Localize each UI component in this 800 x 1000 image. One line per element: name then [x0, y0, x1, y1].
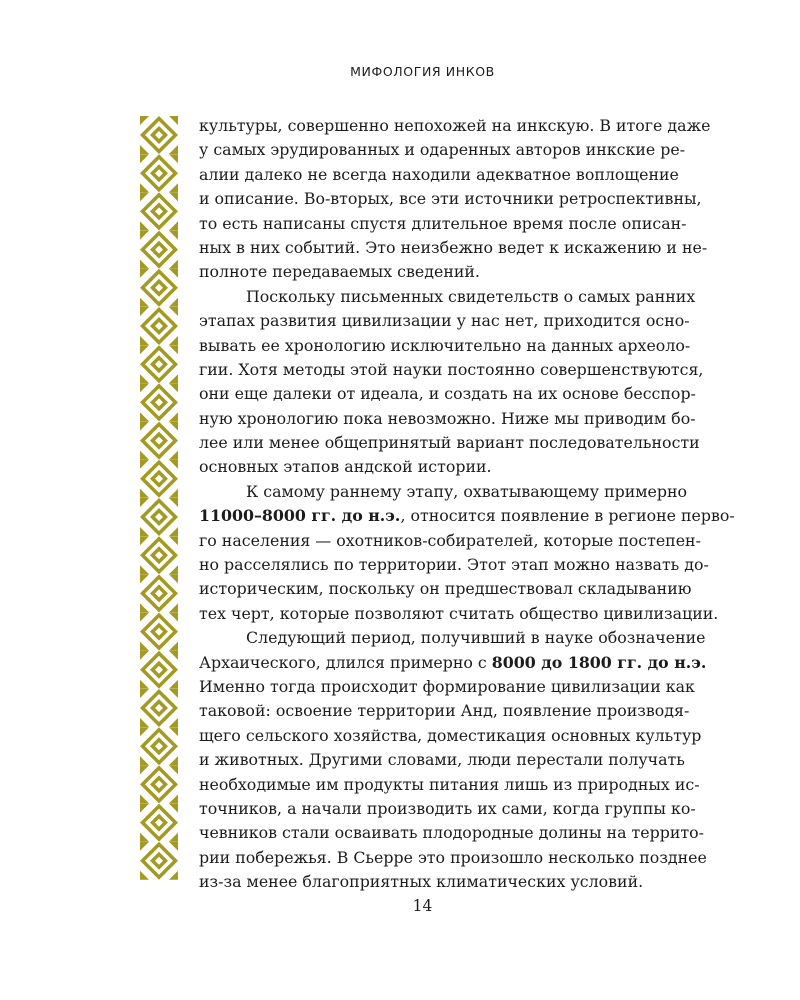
- text-line: основных этапов андской истории.: [199, 457, 492, 477]
- text-line: лее или менее общепринятый вариант последовательности: [199, 433, 700, 453]
- ornament-tile: [140, 727, 178, 765]
- ornament-tile: [140, 269, 178, 307]
- ornament-tile: [140, 613, 178, 651]
- paragraph-2: [199, 285, 704, 480]
- text-line: точников, а начали производить их сами, когда группы ко-: [199, 798, 696, 818]
- text-line: но расселялись по территории. Этот этап можно назвать до-: [199, 555, 709, 575]
- ornament-tile: [140, 231, 178, 269]
- text-line: рии побережья. В Сьерре это произошло несколько позднее: [199, 847, 707, 867]
- text-line: у самых эрудированных и одаренных авторов инкские ре-: [199, 140, 686, 160]
- text-line: го населения — охотников-собирателей, которые постепен-: [199, 530, 701, 550]
- text-line: Следующий период, получивший в науке обозначение: [246, 628, 706, 648]
- running-head: МИФОЛОГИЯ ИНКОВ: [350, 64, 495, 79]
- ornament-tile: [140, 307, 178, 345]
- text-line: культуры, совершенно непохожей на инкскую. В итоге даже: [199, 116, 711, 135]
- ornament-tile: [140, 422, 178, 460]
- text-line: алии далеко не всегда находили адекватное воплощение: [199, 164, 679, 184]
- ornament-tile: [140, 383, 178, 421]
- text-line: [199, 504, 735, 528]
- text-line: необходимые им продукты питания лишь из природных ис-: [199, 774, 700, 794]
- text-line: и описание. Во-вторых, все эти источники ретроспективны,: [199, 189, 702, 209]
- ornament-tile: [140, 498, 178, 536]
- text-span: Архаического, длился примерно с: [199, 652, 492, 672]
- page-number: 14: [412, 897, 433, 915]
- paragraph-3: [199, 480, 735, 626]
- text-line: тех черт, которые позволяют считать общество цивилизации.: [199, 603, 719, 623]
- ornament-tile: [140, 574, 178, 612]
- ornament-tile: [140, 651, 178, 689]
- text-line: ных в них событий. Это неизбежно ведет к искажению и не-: [199, 237, 708, 257]
- ornament-tile: [140, 765, 178, 803]
- paragraph-1: [199, 114, 711, 285]
- ornament-tile: [140, 804, 178, 842]
- ornament-tile: [140, 460, 178, 498]
- text-line: они еще далеки от идеала, и создать на их основе бесспор-: [199, 384, 696, 404]
- text-line: этапах развития цивилизации у нас нет, приходится осно-: [199, 311, 690, 331]
- ornament-tile: [140, 116, 178, 154]
- text-line: из-за менее благоприятных климатических условий.: [199, 872, 644, 892]
- text-line: вывать ее хронологию исключительно на данных археоло-: [199, 335, 691, 355]
- ornament-tile: [140, 154, 178, 192]
- text-line: Именно тогда происходит формирование цивилизации как: [199, 676, 695, 696]
- text-line: полноте передаваемых сведений.: [199, 262, 480, 282]
- ornament-tile: [140, 192, 178, 230]
- text-line: К самому раннему этапу, охватывающему примерно: [246, 481, 688, 501]
- body-text: [199, 114, 735, 895]
- text-line: таковой: освоение территории Анд, появление производя-: [199, 701, 690, 721]
- text-line: ную хронологию пока невозможно. Ниже мы приводим бо-: [199, 408, 696, 428]
- text-line: [199, 651, 707, 675]
- ornament-tile: [140, 689, 178, 727]
- ornament-tiles: [140, 116, 178, 880]
- ornament-tile: [140, 842, 178, 880]
- text-line: и животных. Другими словами, люди перестали получать: [199, 750, 685, 770]
- andean-zigzag-border-icon: [140, 116, 178, 880]
- text-line: то есть написаны спустя длительное время после описан-: [199, 213, 687, 233]
- ornament-tile: [140, 345, 178, 383]
- paragraph-4: [199, 626, 707, 894]
- ornament-tile: [140, 536, 178, 574]
- date-range-bold: 8000 до 1800 гг. до н.э.: [491, 652, 707, 672]
- text-line: чевников стали осваивать плодородные долины на террито-: [199, 823, 704, 843]
- date-range-bold: 11000–8000 гг. до н.э.: [199, 506, 401, 526]
- text-line: гии. Хотя методы этой науки постоянно совершенствуются,: [199, 359, 704, 379]
- text-span: , относится появление в регионе перво-: [400, 506, 735, 526]
- text-line: щего сельского хозяйства, доместикация основных культур: [199, 725, 702, 745]
- text-line: Поскольку письменных свидетельств о самых ранних: [246, 286, 696, 306]
- text-line: историческим, поскольку он предшествовал складыванию: [199, 579, 692, 599]
